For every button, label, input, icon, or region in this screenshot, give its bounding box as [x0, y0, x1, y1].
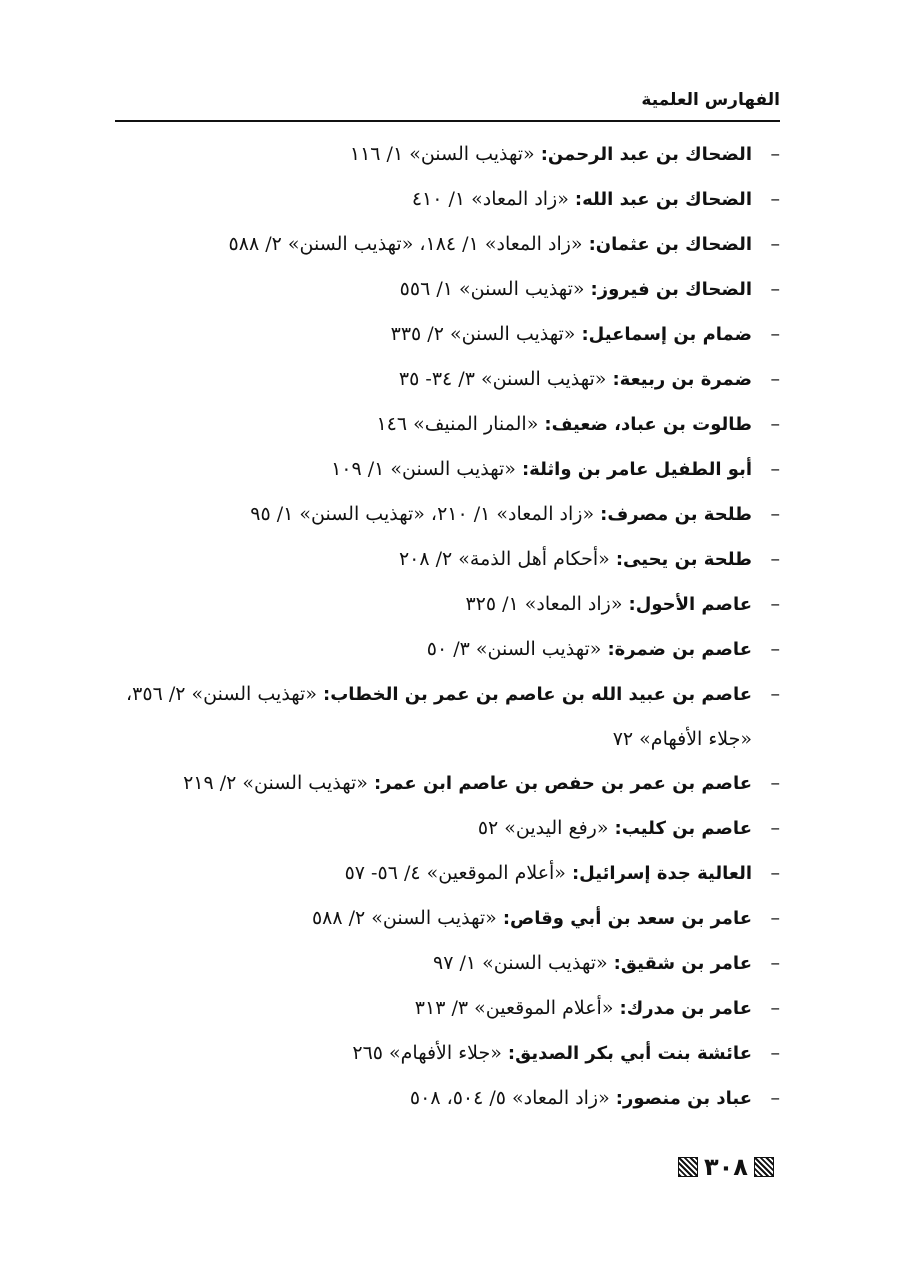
entry-dash: – — [770, 458, 780, 480]
entry-name: أبو الطفيل عامر بن واثلة: — [521, 459, 752, 480]
index-entry — [115, 267, 780, 312]
entry-refs: «جلاء الأفهام» ٢٦٥ — [352, 1042, 502, 1064]
entry-refs: «تهذيب السنن» ٢/ ٣٣٥ — [390, 323, 576, 345]
entry-name: عباد بن منصور: — [615, 1088, 752, 1109]
entry-refs: «زاد المعاد» ١/ ٤١٠ — [411, 188, 569, 210]
entry-dash: – — [770, 323, 780, 345]
entry-refs: «تهذيب السنن» ١/ ١١٦ — [349, 143, 535, 165]
index-entry — [115, 177, 780, 222]
index-entries — [115, 132, 780, 1121]
index-entry — [115, 357, 780, 402]
entry-name: طالوت بن عباد، ضعيف: — [544, 414, 752, 435]
entry-name: طلحة بن مصرف: — [600, 504, 752, 525]
entry-name: الضحاك بن عبد الرحمن: — [540, 144, 752, 165]
entry-refs: «تهذيب السنن» ٢/ ٣٥٦، «جلاء الأفهام» ٧٢ — [126, 683, 752, 750]
entry-refs: «تهذيب السنن» ٢/ ٢١٩ — [183, 772, 368, 794]
entry-dash: – — [770, 997, 780, 1019]
entry-dash: – — [770, 817, 780, 839]
index-entry — [115, 761, 780, 806]
index-entry — [115, 312, 780, 357]
entry-refs: «زاد المعاد» ١/ ٣٢٥ — [465, 593, 623, 615]
entry-name: عامر بن سعد بن أبي وقاص: — [502, 908, 752, 929]
entry-dash: – — [770, 413, 780, 435]
entry-dash: – — [770, 593, 780, 615]
entry-refs: «أعلام الموقعين» ٤/ ٥٦- ٥٧ — [344, 862, 566, 884]
index-entry — [115, 896, 780, 941]
entry-name: ضمرة بن ربيعة: — [612, 369, 752, 390]
entry-name: عاصم بن عبيد الله بن عاصم بن عمر بن الخطاب: — [323, 684, 752, 705]
entry-dash: – — [770, 1042, 780, 1064]
entry-refs: «أعلام الموقعين» ٣/ ٣١٣ — [414, 997, 614, 1019]
index-entry — [115, 1076, 780, 1121]
entry-dash: – — [770, 683, 780, 705]
index-entry — [115, 986, 780, 1031]
entry-name: الضحاك بن عثمان: — [588, 234, 752, 255]
entry-dash: – — [770, 772, 780, 794]
entry-refs: «المنار المنيف» ١٤٦ — [376, 413, 539, 435]
index-entry — [115, 492, 780, 537]
entry-dash: – — [770, 548, 780, 570]
entry-dash: – — [770, 233, 780, 255]
entry-dash: – — [770, 638, 780, 660]
entry-refs: «تهذيب السنن» ١/ ٥٥٦ — [399, 278, 585, 300]
entry-dash: – — [770, 1087, 780, 1109]
entry-name: عاصم بن عمر بن حفص بن عاصم ابن عمر: — [373, 773, 752, 794]
entry-name: عاصم الأحول: — [628, 594, 752, 615]
index-entry — [115, 132, 780, 177]
entry-dash: – — [770, 503, 780, 525]
entry-name: عامر بن شقيق: — [613, 953, 752, 974]
entry-dash: – — [770, 368, 780, 390]
entry-name: طلحة بن يحيى: — [615, 549, 752, 570]
entry-refs: «تهذيب السنن» ١/ ٩٧ — [433, 952, 608, 974]
entry-dash: – — [770, 907, 780, 929]
index-entry — [115, 941, 780, 986]
entry-name: عائشة بنت أبي بكر الصديق: — [507, 1043, 752, 1064]
entry-refs: «تهذيب السنن» ٣/ ٣٤- ٣٥ — [398, 368, 607, 390]
entry-refs: «زاد المعاد» ١/ ١٨٤، «تهذيب السنن» ٢/ ٥٨٨ — [228, 233, 583, 255]
entry-dash: – — [770, 278, 780, 300]
index-entry — [115, 806, 780, 851]
entry-refs: «رفع اليدين» ٥٢ — [477, 817, 609, 839]
entry-name: العالية جدة إسرائيل: — [571, 863, 752, 884]
index-entry — [115, 672, 780, 761]
ornament-icon — [678, 1157, 698, 1177]
entry-name: عاصم بن ضمرة: — [607, 639, 752, 660]
entry-dash: – — [770, 862, 780, 884]
index-entry — [115, 222, 780, 267]
entry-dash: – — [770, 188, 780, 210]
index-entry — [115, 537, 780, 582]
entry-refs: «تهذيب السنن» ٣/ ٥٠ — [426, 638, 602, 660]
page-number-footer — [678, 1153, 774, 1181]
entry-dash: – — [770, 952, 780, 974]
index-entry — [115, 1031, 780, 1076]
index-entry — [115, 582, 780, 627]
entry-refs: «زاد المعاد» ٥/ ٥٠٤، ٥٠٨ — [409, 1087, 610, 1109]
entry-refs: «زاد المعاد» ١/ ٢١٠، «تهذيب السنن» ١/ ٩٥ — [250, 503, 595, 525]
header-rule — [115, 120, 780, 122]
entry-dash: – — [770, 143, 780, 165]
index-entry — [115, 627, 780, 672]
page-number: ٣٠٨ — [704, 1153, 748, 1181]
entry-name: الضحاك بن عبد الله: — [574, 189, 752, 210]
index-entry — [115, 851, 780, 896]
entry-name: ضمام بن إسماعيل: — [581, 324, 752, 345]
entry-refs: «تهذيب السنن» ٢/ ٥٨٨ — [311, 907, 497, 929]
ornament-icon — [754, 1157, 774, 1177]
running-header — [115, 88, 780, 124]
entry-name: عاصم بن كليب: — [614, 818, 752, 839]
index-entry — [115, 447, 780, 492]
header-title: الفهارس العلمية — [641, 90, 780, 110]
entry-refs: «تهذيب السنن» ١/ ١٠٩ — [331, 458, 516, 480]
entry-name: عامر بن مدرك: — [619, 998, 752, 1019]
entry-refs: «أحكام أهل الذمة» ٢/ ٢٠٨ — [398, 548, 610, 570]
index-entry — [115, 402, 780, 447]
entry-name: الضحاك بن فيروز: — [590, 279, 752, 300]
